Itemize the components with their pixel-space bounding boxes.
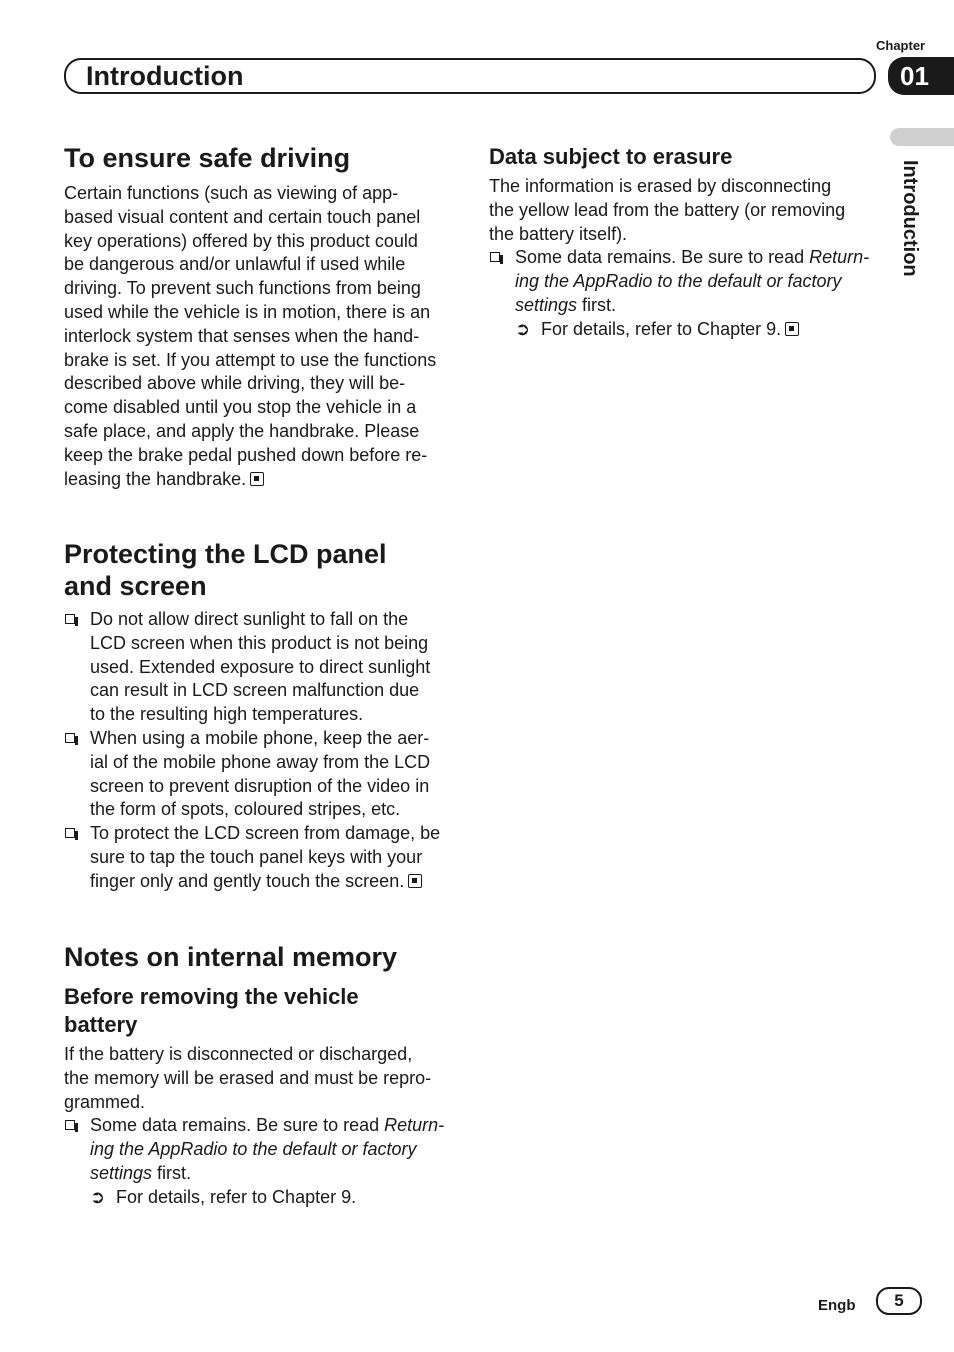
memory-body <box>64 1043 456 1210</box>
bullet-line: sure to tap the touch panel keys with your <box>90 846 423 867</box>
section-header-bar <box>64 58 876 94</box>
safe-driving-section <box>64 142 456 491</box>
lcd-bullets <box>64 608 456 894</box>
side-section-label: Introduction <box>899 160 921 277</box>
bullet-line: Do not allow direct sunlight to fall on the <box>90 609 409 629</box>
reference-line <box>64 1186 456 1210</box>
end-of-section-icon <box>785 322 799 336</box>
section-title: Introduction <box>86 61 244 91</box>
page-number: 5 <box>876 1287 922 1315</box>
body-line: described above while driving, they will be- <box>64 373 406 394</box>
lcd-heading-line-1: Protecting the LCD panel <box>64 539 387 569</box>
checkbox-bullet-icon <box>65 733 75 743</box>
body-line: safe place, and apply the handbrake. Please <box>64 420 420 441</box>
note-line <box>515 270 881 294</box>
chapter-number: 01 <box>900 61 929 91</box>
body-line: the memory will be erased and must be repro- <box>64 1067 432 1088</box>
checkbox-bullet-icon <box>65 614 75 624</box>
memory-subheading-line-2: battery <box>64 1012 138 1037</box>
bullet-line: can result in LCD screen malfunction due <box>90 680 420 701</box>
body-line: used while the vehicle is in motion, there is an <box>64 301 431 322</box>
bullet-line: to the resulting high temperatures. <box>90 704 364 725</box>
note-text: first. <box>152 1162 192 1183</box>
side-tab-marker <box>890 128 954 146</box>
erasure-heading: Data subject to erasure <box>489 144 733 169</box>
list-item <box>64 727 456 822</box>
body-line: If the battery is disconnected or discharged, <box>64 1044 413 1064</box>
list-item <box>489 246 881 317</box>
body-line: interlock system that senses when the hand- <box>64 325 420 346</box>
bullet-line-text: finger only and gently touch the screen. <box>90 870 405 891</box>
memory-subsection <box>64 983 456 1039</box>
body-line: the battery itself). <box>489 223 628 244</box>
note-italic-text: Return- <box>809 247 870 268</box>
reference-text: For details, refer to Chapter 9. <box>541 318 782 339</box>
body-line: driving. To prevent such functions from being <box>64 278 421 299</box>
note-text: Some data remains. Be sure to read <box>515 247 810 268</box>
bullet-line: screen to prevent disruption of the video in <box>90 775 430 796</box>
list-item <box>64 822 456 893</box>
note-line <box>90 1162 456 1186</box>
note-italic-text: settings <box>515 294 578 315</box>
note-line <box>515 246 881 270</box>
body-line: brake is set. If you attempt to use the functions <box>64 349 437 370</box>
body-line: The information is erased by disconnecting <box>489 176 832 196</box>
memory-subheading-line-1: Before removing the vehicle <box>64 984 359 1009</box>
bullet-line: used. Extended exposure to direct sunlight <box>90 656 431 677</box>
safe-driving-body <box>64 182 456 491</box>
body-line: come disabled until you stop the vehicle in a <box>64 397 417 418</box>
body-line: grammed. <box>64 1091 146 1112</box>
end-of-section-icon <box>408 874 422 888</box>
memory-section <box>64 941 456 1210</box>
note-italic-text: Return- <box>384 1115 445 1136</box>
note-text: Some data remains. Be sure to read <box>90 1115 385 1136</box>
body-line: the yellow lead from the battery (or removing <box>489 199 846 220</box>
body-line-text: leasing the handbrake. <box>64 468 247 489</box>
bullet-line: the form of spots, coloured stripes, etc. <box>90 799 401 820</box>
note-italic-text: ing the AppRadio to the default or factory <box>515 271 842 292</box>
note-italic-text: ing the AppRadio to the default or factory <box>90 1139 417 1160</box>
list-item <box>64 608 456 727</box>
bullet-line: ial of the mobile phone away from the LCD <box>90 751 431 772</box>
body-line-last <box>64 468 456 492</box>
arrow-right-icon: ➲ <box>515 318 531 339</box>
erasure-body <box>489 175 881 342</box>
checkbox-bullet-icon <box>65 1120 75 1130</box>
checkbox-bullet-icon <box>490 252 500 262</box>
lcd-section <box>64 538 456 894</box>
bullet-line: LCD screen when this product is not being <box>90 632 429 653</box>
note-italic-text: settings <box>90 1162 153 1183</box>
note-text: first. <box>577 294 617 315</box>
body-line: Certain functions (such as viewing of app- <box>64 183 399 203</box>
bullet-line: When using a mobile phone, keep the aer- <box>90 727 430 748</box>
body-line: based visual content and certain touch panel <box>64 206 421 227</box>
checkbox-bullet-icon <box>65 828 75 838</box>
list-item <box>64 1114 456 1185</box>
body-line: keep the brake pedal pushed down before re- <box>64 444 428 465</box>
body-line: be dangerous and/or unlawful if used while <box>64 254 406 275</box>
bullet-line-last <box>90 870 456 894</box>
chapter-tab <box>888 57 954 95</box>
note-line <box>90 1138 456 1162</box>
memory-heading: Notes on internal memory <box>64 942 398 972</box>
arrow-right-icon: ➲ <box>90 1186 106 1207</box>
body-line: key operations) offered by this product could <box>64 230 418 251</box>
reference-text: For details, refer to Chapter 9. <box>116 1186 357 1207</box>
end-of-section-icon <box>250 472 264 486</box>
chapter-label: Chapter <box>876 38 926 53</box>
erasure-section <box>489 143 881 342</box>
note-line <box>515 294 881 318</box>
safe-driving-heading: To ensure safe driving <box>64 143 351 173</box>
lcd-heading-line-2: and screen <box>64 571 207 601</box>
bullet-line: To protect the LCD screen from damage, be <box>90 823 441 844</box>
reference-line <box>489 318 881 342</box>
footer-language: Engb <box>818 1297 856 1314</box>
note-line <box>90 1114 456 1138</box>
